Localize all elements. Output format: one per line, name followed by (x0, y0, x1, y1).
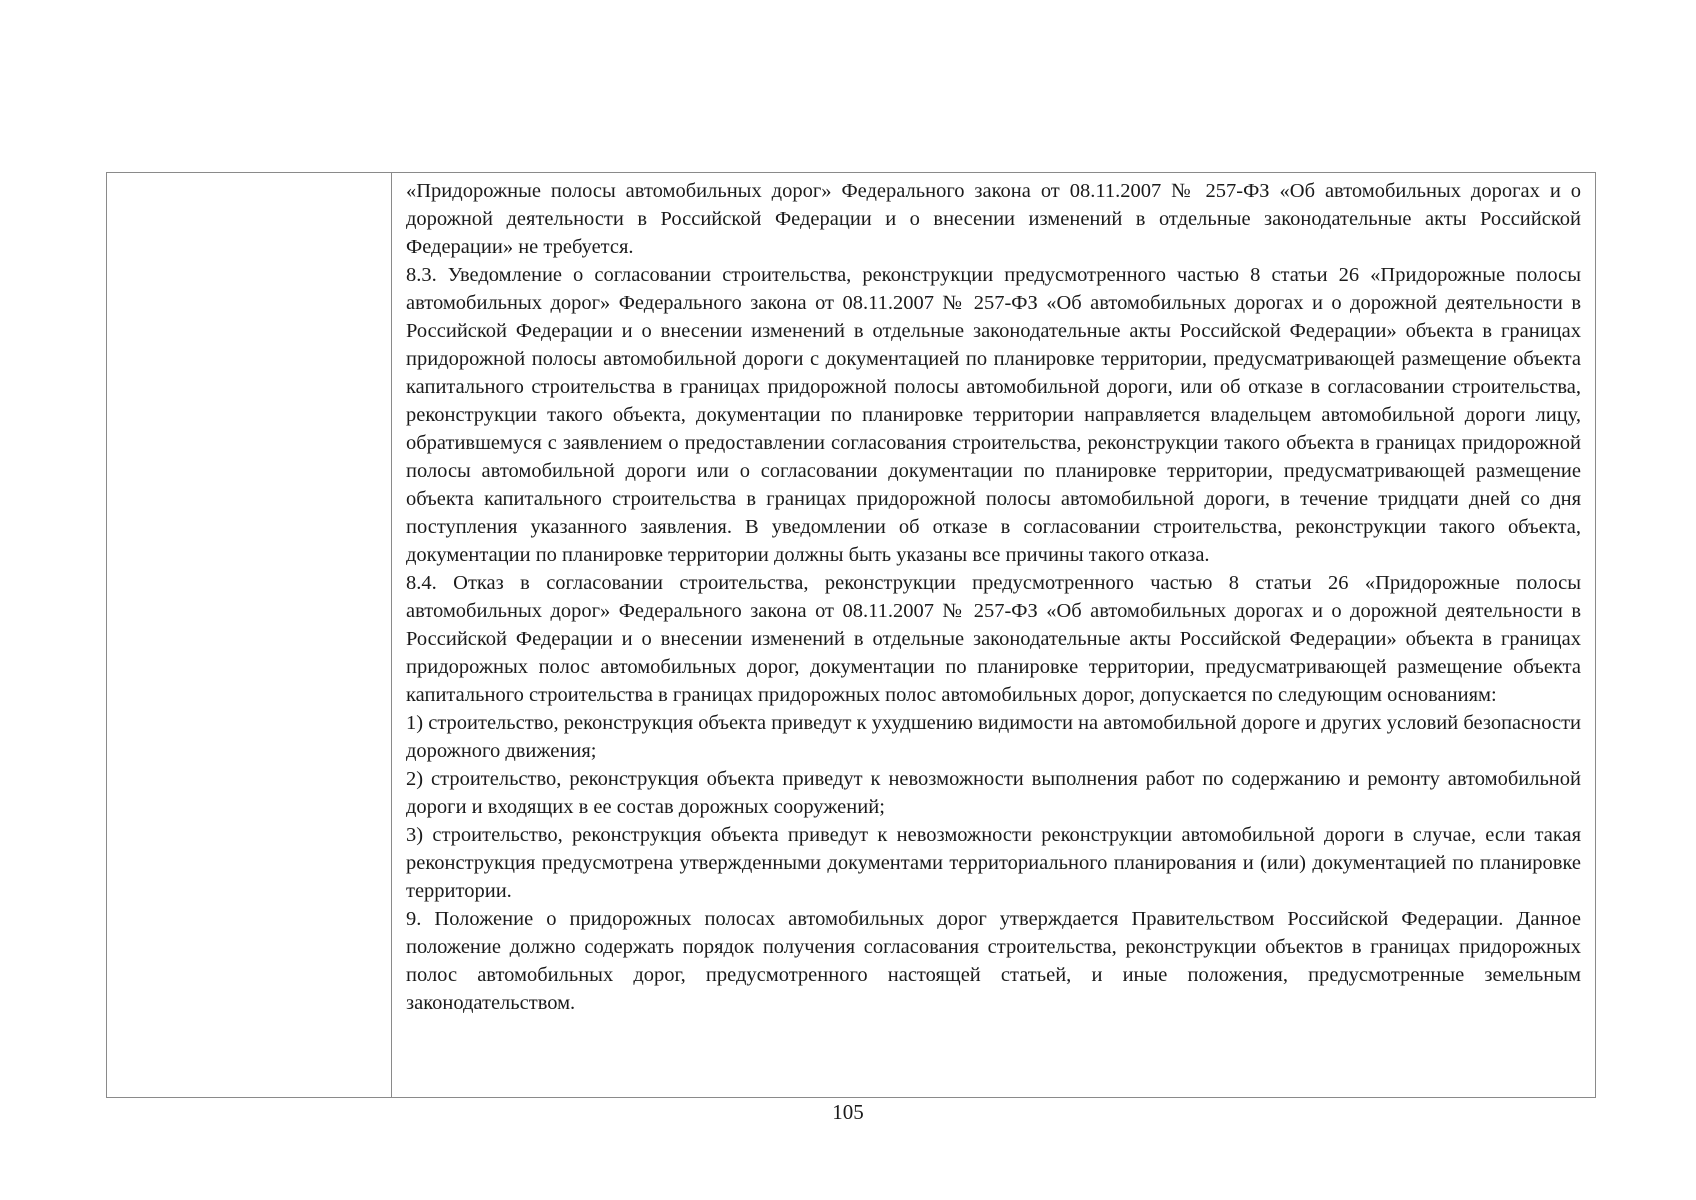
list-item-3: 3) строительство, реконструкция объекта приведут к невозможности реконструкции автомобильной дороги в случае, если такая реконструкция предусмотрена утвержденными документами территориального планирования и (или) документацией по планировке территории. (406, 824, 1581, 902)
paragraph-8-3: 8.3. Уведомление о согласовании строительства, реконструкции предусмотренного частью 8 статьи 26 «Придорожные полосы автомобильных дорог» Федерального закона от 08.11.2007 № 257-ФЗ «Об автомобильных дорогах и о дорожной деятельности в Российской Федерации и о внесении изменений в отдельные законодательные акты Российской Федерации» объекта в границах придорожной полосы автомобильной дороги с документацией по планировке территории, предусматривающей размещение объекта капитального строительства в границах придорожной полосы автомобильной дороги, или об отказе в согласовании строительства, реконструкции такого объекта, документации по планировке территории направляется владельцем автомобильной дороги лицу, обратившемуся с заявлением о предоставлении согласования строительства, реконструкции такого объекта в границах придорожной полосы автомобильной дороги или о согласовании документации по планировке территории, предусматривающей размещение объекта капитального строительства в границах придорожной полосы автомобильной дороги, в течение тридцати дней со дня поступления указанного заявления. В уведомлении об отказе в согласовании строительства, реконструкции такого объекта, документации по планировке территории должны быть указаны все причины такого отказа. (406, 264, 1581, 566)
table-left-cell (107, 173, 392, 1097)
document-table (106, 172, 1596, 1098)
paragraph-continuation: «Придорожные полосы автомобильных дорог» Федерального закона от 08.11.2007 № 257-ФЗ «Об автомобильных дорогах и о дорожной деятельности в Российской Федерации и о внесении изменений в отдельные законодательные акты Российской Федерации» не требуется. (406, 180, 1581, 258)
list-item-1: 1) строительство, реконструкция объекта приведут к ухудшению видимости на автомобильной дороге и других условий безопасности дорожного движения; (406, 712, 1581, 762)
table-right-cell (392, 173, 1595, 1097)
list-item-2: 2) строительство, реконструкция объекта приведут к невозможности выполнения работ по содержанию и ремонту автомобильной дороги и входящих в ее состав дорожных сооружений; (406, 768, 1581, 818)
page-number: 105 (832, 1100, 864, 1124)
paragraph-9: 9. Положение о придорожных полосах автомобильных дорог утверждается Правительством Российской Федерации. Данное положение должно содержать порядок получения согласования строительства, реконструкции объектов в границах придорожных полос автомобильных дорог, предусмотренного настоящей статьей, и иные положения, предусмотренные земельным законодательством. (406, 908, 1581, 1014)
paragraph-8-4: 8.4. Отказ в согласовании строительства, реконструкции предусмотренного частью 8 статьи 26 «Придорожные полосы автомобильных дорог» Федерального закона от 08.11.2007 № 257-ФЗ «Об автомобильных дорогах и о дорожной деятельности в Российской Федерации и о внесении изменений в отдельные законодательные акты Российской Федерации» объекта в границах придорожных полос автомобильных дорог, документации по планировке территории, предусматривающей размещение объекта капитального строительства в границах придорожных полос автомобильных дорог, допускается по следующим основаниям: (406, 572, 1581, 706)
